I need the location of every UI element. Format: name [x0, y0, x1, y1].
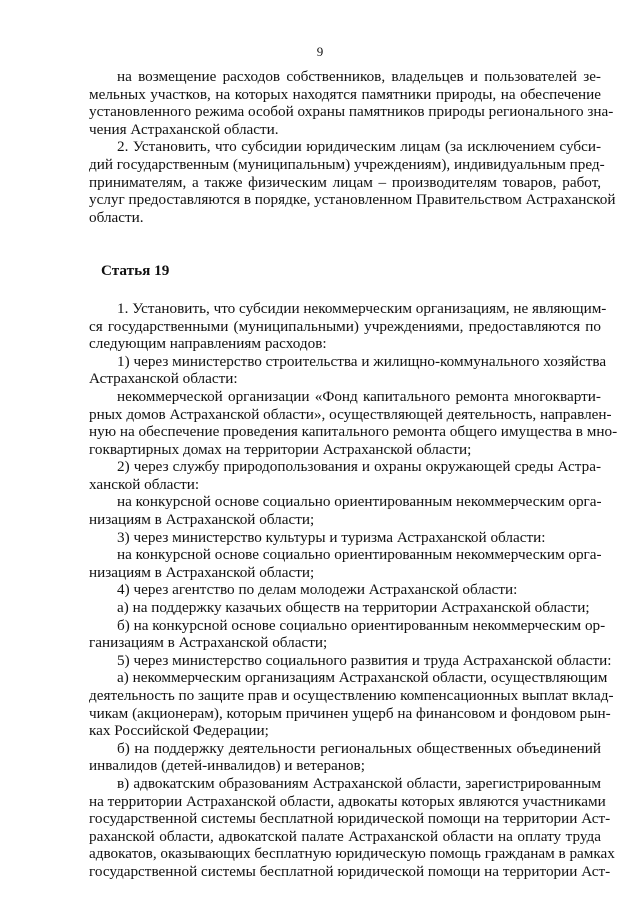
spacer: [89, 280, 601, 300]
text-line: 1) через министерство строительства и жилищно-коммунального хозяйства: [117, 352, 607, 370]
text-line: ках Российской Федерации;: [89, 722, 269, 740]
text-line: рных домов Астраханской области», осуществляющей деятельность, направлен-: [89, 405, 612, 423]
text-line: услуг предоставляются в порядке, установленном Правительством Астраханской: [89, 191, 616, 209]
text-line: Астраханской области:: [89, 370, 238, 388]
body-text: [89, 68, 618, 881]
text-line: на возмещение расходов собственников, владельцев и пользователей зе-: [117, 68, 601, 85]
text-line: а) на поддержку казачьих обществ на территории Астраханской области;: [117, 599, 590, 617]
text-line: установленного режима особой охраны памятников природы регионального зна-: [89, 103, 614, 121]
paragraphs-before-article: [89, 68, 616, 226]
text-line: дий государственным (муниципальным) учреждениям), индивидуальным пред-: [89, 155, 605, 173]
text-line: государственной системы бесплатной юридической помощи на территории Аст-: [89, 862, 611, 880]
text-line: а) некоммерческим организациям Астраханской области, осуществляющим: [117, 669, 608, 687]
text-line: на конкурсной основе социально ориентированным некоммерческим орга-: [117, 546, 602, 564]
text-line: на конкурсной основе социально ориентированным некоммерческим орга-: [117, 493, 602, 511]
text-line: ную на обеспечение проведения капитального ремонта общего имущества в мно-: [89, 423, 618, 441]
text-line: чения Астраханской области.: [89, 120, 279, 138]
text-line: ся государственными (муниципальными) учреждениями, предоставляются по: [89, 317, 601, 335]
text-line: мельных участков, на которых находятся памятники природы, на обеспечение: [89, 85, 601, 103]
text-line: низациям в Астраханской области;: [89, 511, 315, 529]
text-line: 2. Установить, что субсидии юридическим лицам (за исключением субси-: [117, 138, 601, 156]
article-heading: Статья 19: [101, 262, 170, 280]
text-line: адвокатов, оказывающих бесплатную юридическую помощь гражданам в рамках: [89, 845, 615, 863]
text-line: 4) через агентство по делам молодежи Астраханской области:: [117, 581, 518, 599]
text-line: низациям в Астраханской области;: [89, 563, 315, 581]
text-line: ганизациям в Астраханской области;: [89, 634, 328, 652]
text-line: принимателям, а также физическим лицам – производителям товаров, работ,: [89, 173, 601, 191]
article-19-paragraphs: [89, 299, 618, 881]
text-line: следующим направлениям расходов:: [89, 335, 327, 353]
text-line: на территории Астраханской области, адвокаты которых являются участниками: [89, 792, 606, 810]
text-line: некоммерческой организации «Фонд капитального ремонта многокварти-: [117, 387, 601, 405]
text-line: области.: [89, 208, 144, 226]
text-line: государственной системы бесплатной юридической помощи на территории Аст-: [89, 810, 611, 828]
text-line: 1. Установить, что субсидии некоммерческим организациям, не являющим-: [117, 299, 607, 317]
text-line: деятельность по защите прав и осуществлению компенсационных выплат вклад-: [89, 687, 614, 704]
page-number: 9: [316, 44, 324, 59]
text-line: ханской области:: [89, 475, 200, 493]
spacer: [89, 226, 601, 262]
text-line: чикам (акционерам), которым причинен ущерб на финансовом и фондовом рын-: [89, 704, 611, 722]
text-line: 5) через министерство социального развития и труда Астраханской области:: [117, 651, 612, 669]
text-line: раханской области, адвокатской палате Астраханской области на оплату труда: [89, 827, 601, 845]
text-line: б) на поддержку деятельности региональных общественных объединений: [117, 739, 601, 757]
text-line: 3) через министерство культуры и туризма Астраханской области:: [117, 528, 546, 546]
text-line: б) на конкурсной основе социально ориентированным некоммерческим ор-: [117, 616, 606, 634]
text-line: инвалидов (детей-инвалидов) и ветеранов;: [89, 757, 365, 775]
text-line: в) адвокатским образованиям Астраханской области, зарегистрированным: [117, 774, 601, 792]
text-line: 2) через службу природопользования и охраны окружающей среды Астра-: [117, 458, 601, 476]
text-line: гоквартирных домах на территории Астраханской области;: [89, 440, 472, 458]
